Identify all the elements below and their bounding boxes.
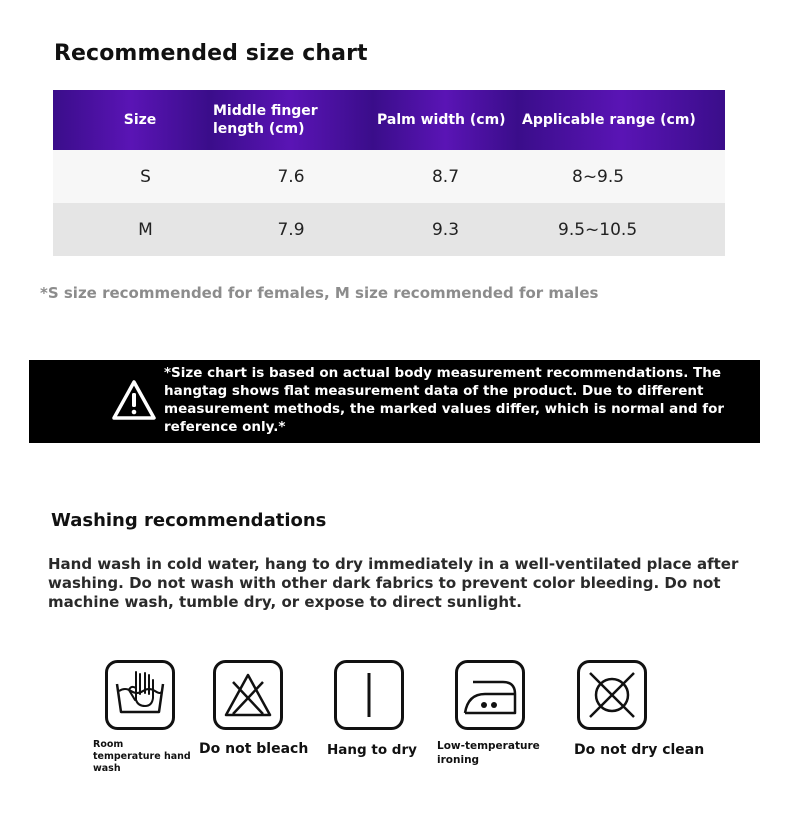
table-header-row (53, 90, 725, 150)
cell-size: M (53, 203, 209, 256)
low-temp-iron-icon (455, 660, 525, 730)
header-palm-width: Palm width (cm) (373, 90, 518, 150)
care-label-low-temp-iron: Low-temperature ironing (437, 740, 540, 766)
cell-middle-finger: 7.9 (209, 203, 373, 256)
cell-palm-width: 8.7 (373, 150, 518, 203)
care-label-hang-dry: Hang to dry (327, 742, 417, 758)
size-chart-title: Recommended size chart (54, 41, 368, 66)
header-middle-finger: Middle finger length (cm) (209, 90, 373, 150)
care-label-hand-wash: Room temperature hand wash (93, 739, 191, 774)
no-dry-clean-icon (577, 660, 647, 730)
no-bleach-icon (213, 660, 283, 730)
care-label-no-dry-clean: Do not dry clean (574, 742, 705, 758)
washing-title: Washing recommendations (51, 510, 327, 531)
cell-middle-finger: 7.6 (209, 150, 373, 203)
warning-banner (29, 360, 760, 443)
care-label-no-bleach: Do not bleach (199, 741, 309, 757)
warning-triangle-icon (111, 379, 157, 421)
size-table (53, 90, 725, 256)
header-applicable-range: Applicable range (cm) (518, 90, 725, 150)
cell-applicable-range: 9.5~10.5 (518, 203, 725, 256)
warning-text: *Size chart is based on actual body measurement recommendations. The hangtag shows flat measurement data of the product. Due to different measurement methods, the marked values differ, which is normal and for reference only.* (164, 365, 725, 435)
washing-body: Hand wash in cold water, hang to dry immediately in a well-ventilated place after washing. Do not wash with other dark fabrics to prevent color bleeding. Do not machine wash, tumble dry, or expose to direct sunlight. (48, 555, 739, 611)
size-recommendation-note: *S size recommended for females, M size recommended for males (40, 284, 599, 302)
table-row (53, 150, 725, 203)
hand-wash-icon (105, 660, 175, 730)
cell-applicable-range: 8~9.5 (518, 150, 725, 203)
cell-size: S (53, 150, 209, 203)
header-size: Size (53, 90, 209, 150)
table-row (53, 203, 725, 256)
cell-palm-width: 9.3 (373, 203, 518, 256)
hang-dry-icon (334, 660, 404, 730)
